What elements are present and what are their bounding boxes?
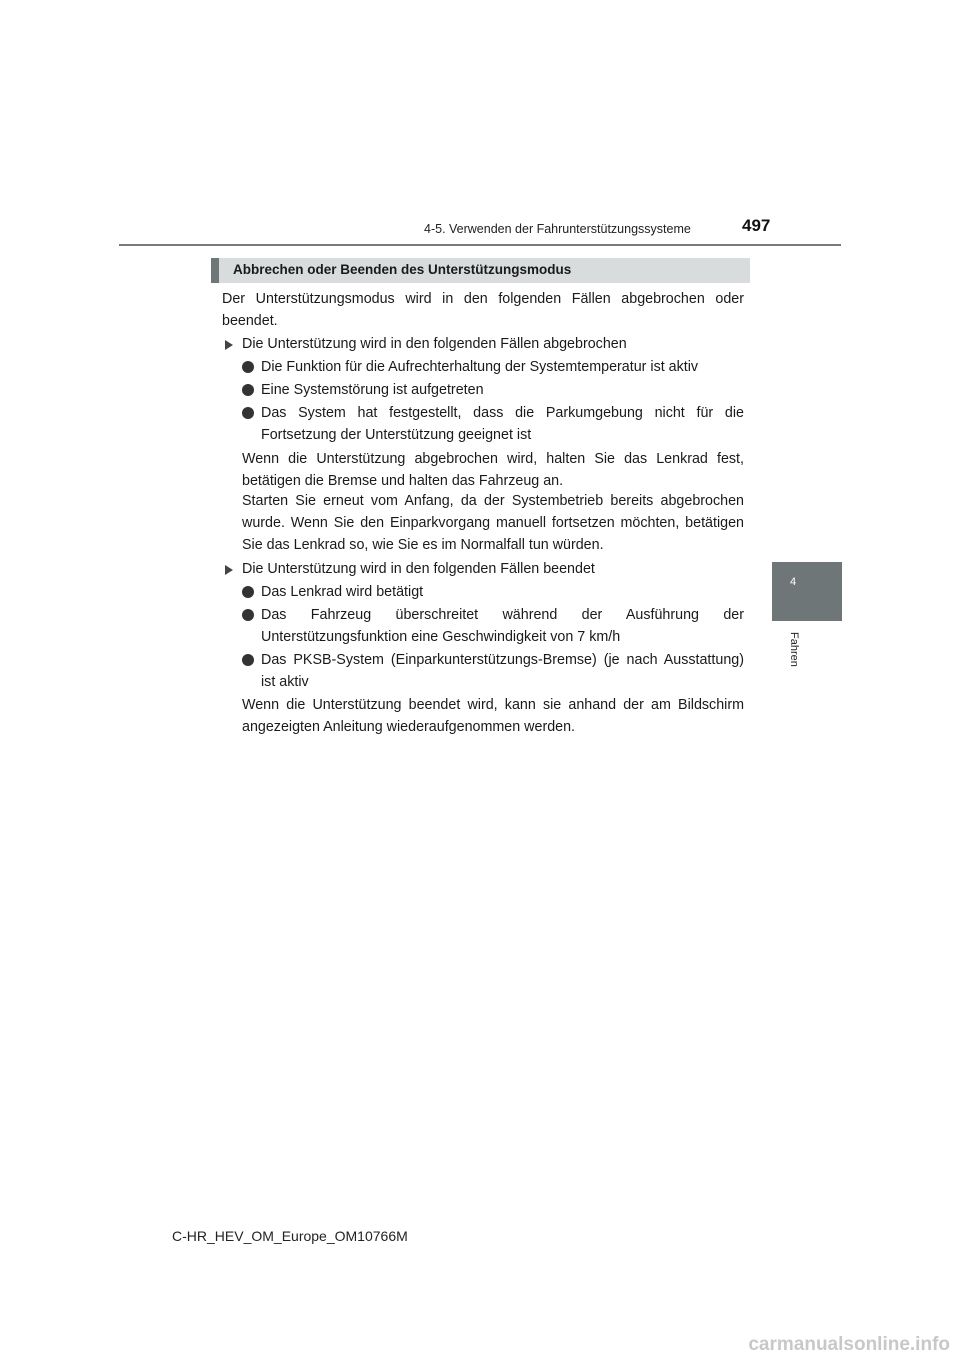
list-item-text: Das PKSB-System (Einparkunterstützungs-Bremse) (je nach Ausstattung) ist aktiv bbox=[261, 652, 744, 690]
list-item bbox=[242, 604, 744, 648]
list-item bbox=[242, 356, 744, 378]
intro-paragraph: Der Unterstützungsmodus wird in den folgenden Fällen abgebrochen oder beendet. bbox=[222, 291, 744, 329]
round-bullet-icon bbox=[242, 384, 254, 396]
list-item-text: Das System hat festgestellt, dass die Parkumgebung nicht für die Fortsetzung der Unterstützung geeignet ist bbox=[261, 405, 744, 443]
round-bullet-icon bbox=[242, 654, 254, 666]
abgebrochen-note-1: Wenn die Unterstützung abgebrochen wird, halten Sie das Lenkrad fest, betätigen die Bremse und halten das Fahrzeug an. bbox=[242, 451, 744, 489]
chapter-tab-number: 4 bbox=[790, 576, 797, 588]
list-item bbox=[242, 649, 744, 693]
list-item-text: Eine Systemstörung ist aufgetreten bbox=[261, 382, 484, 398]
document-code: C-HR_HEV_OM_Europe_OM10766M bbox=[172, 1228, 408, 1244]
list-item-text: Das Fahrzeug überschreitet während der Ausführung der Unterstützungsfunktion eine Geschwindigkeit von 7 km/h bbox=[261, 607, 744, 645]
list-item bbox=[242, 379, 744, 401]
page-number: 497 bbox=[742, 216, 771, 235]
running-header-section: 4-5. Verwenden der Fahrunterstützungssysteme bbox=[424, 222, 691, 236]
section-heading-text: Abbrechen oder Beenden des Unterstützungsmodus bbox=[233, 262, 572, 277]
section-heading bbox=[211, 258, 750, 283]
round-bullet-icon bbox=[242, 586, 254, 598]
list-item bbox=[242, 581, 744, 603]
triangle-bullet-icon bbox=[225, 565, 233, 575]
list-item-text: Die Funktion für die Aufrechterhaltung der Systemtemperatur ist aktiv bbox=[261, 359, 699, 375]
chapter-tab bbox=[772, 562, 842, 621]
chapter-label: Fahren bbox=[788, 632, 800, 667]
group-abgebrochen-title bbox=[242, 333, 744, 355]
round-bullet-icon bbox=[242, 609, 254, 621]
group-beendet-title-text: Die Unterstützung wird in den folgenden Fällen beendet bbox=[242, 561, 595, 577]
abgebrochen-note-2: Starten Sie erneut vom Anfang, da der Systembetrieb bereits abgebrochen wurde. Wenn Sie den Einparkvorgang manuell fortsetzen möchten, betätigen Sie das Lenkrad so, wie Sie es im Normalfall tun würden. bbox=[242, 493, 744, 553]
triangle-bullet-icon bbox=[225, 340, 233, 350]
header-divider bbox=[119, 244, 841, 246]
list-item bbox=[242, 402, 744, 446]
round-bullet-icon bbox=[242, 407, 254, 419]
group-abgebrochen-title-text: Die Unterstützung wird in den folgenden Fällen abgebrochen bbox=[242, 336, 627, 352]
beendet-note: Wenn die Unterstützung beendet wird, kann sie anhand der am Bildschirm angezeigten Anleitung wiederaufgenommen werden. bbox=[242, 697, 744, 735]
list-item-text: Das Lenkrad wird betätigt bbox=[261, 584, 424, 600]
round-bullet-icon bbox=[242, 361, 254, 373]
watermark: carmanualsonline.info bbox=[748, 1334, 950, 1355]
group-beendet-title bbox=[242, 558, 744, 580]
